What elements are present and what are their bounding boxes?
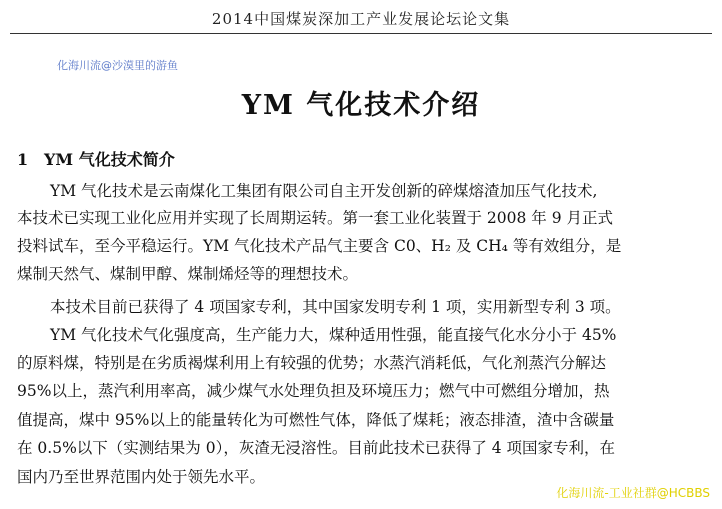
paragraph-3-line-3: 95%以上，蒸汽利用率高，减少煤气水处理负担及环境压力；燃气中可燃组分增加，热	[17, 382, 610, 400]
paragraph-2-line-1: 本技术目前已获得了 4 项国家专利，其中国家发明专利 1 项，实用新型专利 3 项。	[50, 298, 621, 316]
paragraph-3-line-1: YM 气化技术气化强度高，生产能力大，煤种适用性强，能直接气化水分小于 45%	[50, 326, 617, 344]
paragraph-1-line-4: 煤制天然气、煤制甲醇、煤制烯烃等的理想技术。	[17, 265, 359, 283]
header-rule	[10, 33, 712, 34]
paragraph-1-line-3: 投料试车，至今平稳运行。YM 气化技术产品气主要含 C0、H₂ 及 CH₄ 等有效组分，是	[17, 237, 622, 255]
article-title: YM 气化技术介绍	[241, 90, 481, 121]
paragraph-3-line-2: 的原料煤，特别是在劣质褐煤利用上有较强的优势；水蒸汽消耗低，气化剂蒸汽分解达	[17, 354, 607, 372]
paragraph-3-line-5: 在 0.5%以下（实测结果为 0），灰渣无浸溶性。目前此技术已获得了 4 项国家专利，在	[17, 439, 616, 457]
running-header: 2014中国煤炭深加工产业发展论坛论文集	[211, 10, 511, 28]
paragraph-1-line-1: YM 气化技术是云南煤化工集团有限公司自主开发创新的碎煤熔渣加压气化技术,	[50, 182, 598, 200]
watermark-bottom: 化海川流-工业社群@HCBBS	[556, 486, 710, 500]
paragraph-1-line-2: 本技术已实现工业化应用并实现了长周期运转。第一套工业化装置于 2008 年 9 月正式	[17, 209, 614, 227]
watermark-top: 化海川流@沙漠里的游鱼	[57, 59, 178, 72]
section-number: 1	[17, 150, 29, 169]
paragraph-3-line-4: 值提高，煤中 95%以上的能量转化为可燃性气体，降低了煤耗；液态排渣，渣中含碳量	[17, 411, 615, 429]
section-heading	[17, 147, 175, 170]
section-heading-text: YM 气化技术简介	[44, 150, 175, 169]
paragraph-3-line-6: 国内乃至世界范围内处于领先水平。	[17, 468, 266, 486]
